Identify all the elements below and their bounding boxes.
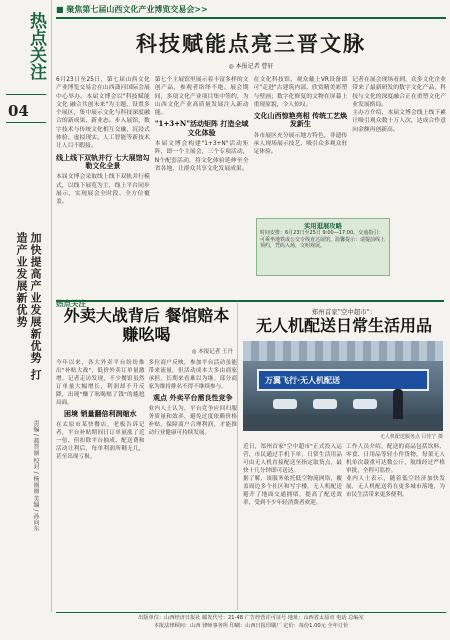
- right-article-headline: 无人机配送日常生活用品: [255, 316, 432, 335]
- right-article: [243, 303, 445, 610]
- photo-caption: 无人机配送服务点 吕佳宁 摄: [379, 434, 443, 440]
- photo-signboard-text: 万翼飞行·无人机配送: [265, 376, 341, 385]
- top-article-column-1: [56, 76, 150, 246]
- sidebar-slogan: 加快提高产业发展新优势 打造产业发展新优势: [15, 232, 42, 381]
- subheading: 文化山西惊艳亮相 传统工艺焕发新生: [253, 111, 348, 129]
- tips-box-title: 实用逛展攻略: [304, 223, 342, 230]
- section-divider-label: 热点关注: [56, 299, 86, 308]
- left-article-column-1: [56, 359, 145, 605]
- photo-signboard: [257, 369, 429, 391]
- page-sidebar: [0, 0, 52, 612]
- drone-icon: [273, 399, 297, 409]
- page-footer: [56, 612, 446, 638]
- paragraph: 据了解，该服务依托低空物流网络，覆盖周边多个社区和写字楼。无人机配送避开了地面交通拥堵，提高了配送效率，受到不少年轻消费者欢迎。: [243, 476, 342, 506]
- footer-line: 出版单位：山西经济日报社 邮发代号：21-48 广告经营许可证号 地址：山西省太原市 电话 总编室: [138, 615, 364, 621]
- section-divider: [56, 291, 444, 308]
- paragraph: 6月23日至25日，第七届山西文化产业博览交易会在山西潇河国际会展中心举办。本届文博会以"科技赋能文化 融合共创未来"为主题，设置多个展区，集中展示文化与科技深度融合的新成果、新业态。步入展馆，数字技术与传统文化相互交融，沉浸式体验、虚拟现实、人工智能等新技术让人目不暇接。: [56, 77, 150, 150]
- subheading: 观点 外卖平台需良性竞争: [153, 393, 233, 402]
- right-article-columns: [243, 443, 445, 619]
- top-article-byline: ◎ 本报记者 曹轩: [228, 63, 274, 70]
- right-article-column-1: [243, 443, 342, 619]
- right-article-column-2: [346, 443, 445, 619]
- sidebar-rule-bottom: [6, 122, 46, 123]
- drone-delivery-photo: [243, 341, 443, 431]
- paragraph: 主办方介绍，本届文博会线上线下累计吸引观众数十万人次，达成合作意向金额再创新高。: [352, 110, 446, 133]
- paragraph: 在文化科技馆，观众戴上VR设备即可"走进"古建筑内部，欣赏精美彩塑与壁画；数字化修复的文物在屏幕上重现原貌，令人惊叹。: [253, 77, 348, 108]
- drone-icon: [313, 399, 337, 409]
- photo-floor: [243, 415, 443, 431]
- top-article-headline: 科技赋能点亮三晋文脉: [136, 31, 366, 56]
- drone-icon: [353, 399, 377, 409]
- paragraph: 多位商户反映，参加平台活动虽能带来流量，但活动成本大多由商家承担，长期来看难以为继。部分商家为维持排名不得不继续参与。: [148, 360, 237, 390]
- subheading: 困境 销量翻倍利润缩水: [64, 409, 137, 418]
- paragraph: 各市展区充分展示地方特色，非遗传承人现场展示技艺，吸引众多观众驻足体验。: [253, 132, 348, 156]
- left-article-column-2: [149, 359, 238, 605]
- paragraph: 今年以来，各大外卖平台纷纷推出"补贴大战"，低价外卖订单量激增。记者走访发现，不少餐馆虽然订单量大幅增长，利润却不升反降，出现"赚了吆喝赔了钱"的尴尬局面。: [56, 360, 145, 406]
- left-article-columns: [56, 359, 237, 605]
- photo-ceiling: [243, 341, 443, 361]
- photo-person: [393, 389, 403, 419]
- section-kicker: 热点关注: [26, 12, 46, 80]
- paragraph: 工作人员介绍，配送的商品包括饮料、零食、日用品等轻小件货物，每架无人机单次载重可达数公斤，航线经过严格审批，全程可监控。: [346, 444, 445, 474]
- tips-box: [256, 218, 390, 276]
- subheading: 线上线下双轨并行 七大展馆勾勒文化全景: [56, 152, 150, 170]
- paragraph: 记者在展会现场看到，众多文化企业带来了最新研发的数字文化产品，科技与文化的深度融合正在重塑文化产业发展格局。: [352, 77, 446, 108]
- paragraph: 在太原市某快餐店，老板告诉记者，平台补贴期间日订单量涨了近一倍，但扣除平台抽成、配送费和活动让利后，每单利润所剩无几，甚至出现亏损。: [56, 422, 145, 460]
- paragraph: 本届文博会构建"1+3+N"活动矩阵，即一个主展会，三个专项活动，N个配套活动，将文化体验延伸至全省各地，让群众共享文化发展成果。: [154, 141, 249, 172]
- left-article-byline: ◎ 本报记者 王丹: [191, 349, 233, 355]
- left-article: [56, 303, 238, 610]
- left-article-headline: 外卖大战背后 餐馆赔本赚吆喝: [63, 306, 230, 344]
- page-number: 04: [8, 102, 29, 120]
- paragraph: 业内人士认为，平台竞争应回归服务质量和效率，避免过度依赖价格补贴，保障商户合理利润，才能推动行业健康可持续发展。: [148, 406, 237, 436]
- paragraph: 本届文博会采取线上线下双轨并行模式，以线下展览为主，线上平台同步展示，实现展会全时段、全方位覆盖。: [56, 174, 150, 206]
- footer-line: 本报法律顾问：山西 律师事务所 印刷：山西日报印刷厂 定价：每份1.00元 全年订价: [153, 622, 349, 629]
- top-article-kicker: ■ 聚焦第七届山西文化产业博览交易会>>: [56, 4, 446, 19]
- subheading: "1+3+N"活动矩阵 打造全域文化体验: [154, 119, 249, 137]
- paragraph: 第七个主展馆里展示着丰富多样的文创产品，参观者络绎不绝。展会期间，多项文化产业项目集中签约，为山西文化产业高质量发展注入新动能。: [154, 77, 249, 117]
- sidebar-rule-top: [6, 94, 46, 95]
- paragraph: 业内人士表示，随着低空经济加快发展，无人机配送将在更多城市落地，为市民生活带来更多便利。: [346, 476, 445, 498]
- top-article-column-2: [155, 76, 249, 246]
- right-article-kicker: 郑州首家"空中超市"：: [311, 308, 377, 316]
- sidebar-editor-credits: 责编 / 郝晋丽 校对 / 杨丽丽 美编 / 孙向东: [32, 420, 39, 532]
- paragraph: 近日，郑州首家"空中超市"正式投入运营，市民通过手机下单，日常生活用品可由无人机直接配送至指定取货点，最快十几分钟即可送达。: [243, 444, 342, 474]
- tips-box-text: 时间安排：6月23日至25日 9:00—17:00。交通指引：可乘坐地铁或公交专线直达展馆。温馨提示：请提前线上预约，凭码入场，文明观展。: [260, 230, 386, 249]
